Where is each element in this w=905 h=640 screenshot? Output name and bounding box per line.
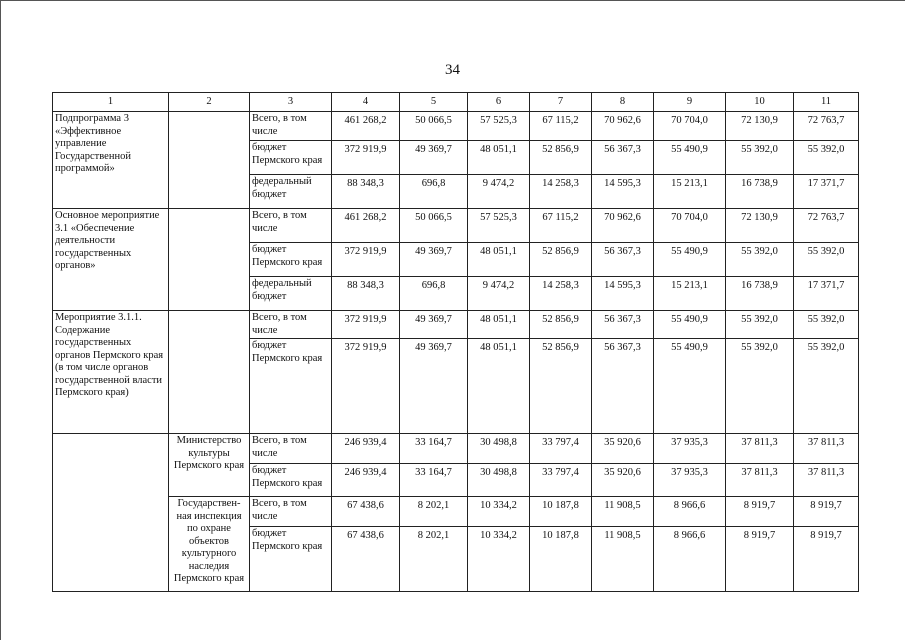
program-name-cell-empty bbox=[53, 434, 169, 592]
value-cell: 17 371,7 bbox=[794, 277, 859, 311]
responsible-cell bbox=[169, 311, 250, 434]
header-cell: 5 bbox=[400, 93, 468, 112]
value-cell: 55 490,9 bbox=[654, 243, 726, 277]
value-cell: 50 066,5 bbox=[400, 209, 468, 243]
responsible-cell bbox=[169, 112, 250, 209]
value-cell: 33 797,4 bbox=[530, 434, 592, 464]
value-cell: 67 438,6 bbox=[332, 497, 400, 527]
value-cell: 8 966,6 bbox=[654, 497, 726, 527]
value-cell: 696,8 bbox=[400, 175, 468, 209]
value-cell: 8 919,7 bbox=[794, 497, 859, 527]
value-cell: 10 334,2 bbox=[468, 497, 530, 527]
header-cell: 1 bbox=[53, 93, 169, 112]
value-cell: 70 962,6 bbox=[592, 209, 654, 243]
value-cell: 33 164,7 bbox=[400, 434, 468, 464]
value-cell: 37 811,3 bbox=[726, 434, 794, 464]
value-cell: 372 919,9 bbox=[332, 141, 400, 175]
header-cell: 10 bbox=[726, 93, 794, 112]
program-name-cell: Подпрограмма 3 «Эффективное управление Государственной программой» bbox=[53, 112, 169, 209]
value-cell: 11 908,5 bbox=[592, 527, 654, 592]
value-cell: 55 392,0 bbox=[726, 243, 794, 277]
value-cell: 52 856,9 bbox=[530, 243, 592, 277]
value-cell: 372 919,9 bbox=[332, 339, 400, 434]
value-cell: 67 115,2 bbox=[530, 209, 592, 243]
value-cell: 37 935,3 bbox=[654, 434, 726, 464]
header-cell: 7 bbox=[530, 93, 592, 112]
value-cell: 9 474,2 bbox=[468, 175, 530, 209]
value-cell: 70 962,6 bbox=[592, 112, 654, 141]
header-cell: 9 bbox=[654, 93, 726, 112]
header-cell: 3 bbox=[250, 93, 332, 112]
value-cell: 8 966,6 bbox=[654, 527, 726, 592]
value-cell: 10 334,2 bbox=[468, 527, 530, 592]
value-cell: 49 369,7 bbox=[400, 141, 468, 175]
value-cell: 57 525,3 bbox=[468, 209, 530, 243]
value-cell: 372 919,9 bbox=[332, 311, 400, 339]
value-cell: 37 811,3 bbox=[726, 464, 794, 497]
value-cell: 48 051,1 bbox=[468, 339, 530, 434]
value-cell: 52 856,9 bbox=[530, 339, 592, 434]
header-cell: 6 bbox=[468, 93, 530, 112]
value-cell: 35 920,6 bbox=[592, 434, 654, 464]
funding-source-cell: Всего, в том числе bbox=[250, 434, 332, 464]
value-cell: 8 202,1 bbox=[400, 497, 468, 527]
value-cell: 55 490,9 bbox=[654, 339, 726, 434]
value-cell: 48 051,1 bbox=[468, 311, 530, 339]
value-cell: 55 490,9 bbox=[654, 141, 726, 175]
value-cell: 55 392,0 bbox=[794, 339, 859, 434]
responsible-cell: Министерство культуры Пермского края bbox=[169, 434, 250, 497]
value-cell: 55 392,0 bbox=[794, 141, 859, 175]
program-name-cell: Основное мероприятие 3.1 «Обеспечение деятельности государственных органов» bbox=[53, 209, 169, 311]
value-cell: 56 367,3 bbox=[592, 243, 654, 277]
page-edge-top bbox=[0, 0, 905, 1]
value-cell: 8 919,7 bbox=[726, 497, 794, 527]
value-cell: 15 213,1 bbox=[654, 277, 726, 311]
header-cell: 2 bbox=[169, 93, 250, 112]
value-cell: 52 856,9 bbox=[530, 311, 592, 339]
table-row bbox=[53, 434, 859, 464]
header-cell: 4 bbox=[332, 93, 400, 112]
funding-source-cell: бюджет Пермского края bbox=[250, 141, 332, 175]
value-cell: 696,8 bbox=[400, 277, 468, 311]
page-edge-left bbox=[0, 0, 1, 640]
value-cell: 50 066,5 bbox=[400, 112, 468, 141]
funding-source-cell: федеральный бюджет bbox=[250, 277, 332, 311]
value-cell: 11 908,5 bbox=[592, 497, 654, 527]
value-cell: 33 164,7 bbox=[400, 464, 468, 497]
value-cell: 72 763,7 bbox=[794, 209, 859, 243]
funding-source-cell: Всего, в том числе bbox=[250, 497, 332, 527]
table-row bbox=[53, 209, 859, 243]
value-cell: 56 367,3 bbox=[592, 311, 654, 339]
value-cell: 55 392,0 bbox=[794, 311, 859, 339]
table-row bbox=[53, 497, 859, 527]
value-cell: 48 051,1 bbox=[468, 243, 530, 277]
value-cell: 16 738,9 bbox=[726, 175, 794, 209]
value-cell: 8 919,7 bbox=[726, 527, 794, 592]
value-cell: 246 939,4 bbox=[332, 464, 400, 497]
value-cell: 48 051,1 bbox=[468, 141, 530, 175]
value-cell: 372 919,9 bbox=[332, 243, 400, 277]
value-cell: 49 369,7 bbox=[400, 339, 468, 434]
value-cell: 55 392,0 bbox=[726, 311, 794, 339]
value-cell: 52 856,9 bbox=[530, 141, 592, 175]
value-cell: 88 348,3 bbox=[332, 277, 400, 311]
value-cell: 10 187,8 bbox=[530, 527, 592, 592]
value-cell: 88 348,3 bbox=[332, 175, 400, 209]
value-cell: 55 392,0 bbox=[726, 339, 794, 434]
value-cell: 55 490,9 bbox=[654, 311, 726, 339]
value-cell: 246 939,4 bbox=[332, 434, 400, 464]
value-cell: 37 811,3 bbox=[794, 464, 859, 497]
value-cell: 37 811,3 bbox=[794, 434, 859, 464]
value-cell: 14 595,3 bbox=[592, 175, 654, 209]
value-cell: 33 797,4 bbox=[530, 464, 592, 497]
value-cell: 16 738,9 bbox=[726, 277, 794, 311]
funding-source-cell: федеральный бюджет bbox=[250, 175, 332, 209]
value-cell: 56 367,3 bbox=[592, 141, 654, 175]
value-cell: 9 474,2 bbox=[468, 277, 530, 311]
header-row bbox=[53, 93, 859, 112]
funding-source-cell: бюджет Пермского края bbox=[250, 527, 332, 592]
page-number: 34 bbox=[445, 62, 460, 78]
table-row bbox=[53, 112, 859, 141]
value-cell: 30 498,8 bbox=[468, 464, 530, 497]
funding-source-cell: Всего, в том числе bbox=[250, 209, 332, 243]
value-cell: 35 920,6 bbox=[592, 464, 654, 497]
value-cell: 49 369,7 bbox=[400, 311, 468, 339]
value-cell: 57 525,3 bbox=[468, 112, 530, 141]
value-cell: 461 268,2 bbox=[332, 209, 400, 243]
value-cell: 37 935,3 bbox=[654, 464, 726, 497]
value-cell: 55 392,0 bbox=[794, 243, 859, 277]
value-cell: 10 187,8 bbox=[530, 497, 592, 527]
value-cell: 8 919,7 bbox=[794, 527, 859, 592]
value-cell: 67 115,2 bbox=[530, 112, 592, 141]
value-cell: 14 595,3 bbox=[592, 277, 654, 311]
value-cell: 49 369,7 bbox=[400, 243, 468, 277]
header-cell: 11 bbox=[794, 93, 859, 112]
value-cell: 461 268,2 bbox=[332, 112, 400, 141]
funding-source-cell: бюджет Пермского края bbox=[250, 243, 332, 277]
value-cell: 14 258,3 bbox=[530, 277, 592, 311]
value-cell: 15 213,1 bbox=[654, 175, 726, 209]
value-cell: 8 202,1 bbox=[400, 527, 468, 592]
header-cell: 8 bbox=[592, 93, 654, 112]
budget-table bbox=[52, 92, 859, 592]
funding-source-cell: бюджет Пермского края bbox=[250, 339, 332, 434]
value-cell: 72 130,9 bbox=[726, 112, 794, 141]
value-cell: 70 704,0 bbox=[654, 209, 726, 243]
responsible-cell: Государствен-ная инспекция по охране объектов культурного наследия Пермского края bbox=[169, 497, 250, 592]
funding-source-cell: бюджет Пермского края bbox=[250, 464, 332, 497]
value-cell: 55 392,0 bbox=[726, 141, 794, 175]
value-cell: 14 258,3 bbox=[530, 175, 592, 209]
value-cell: 67 438,6 bbox=[332, 527, 400, 592]
funding-source-cell: Всего, в том числе bbox=[250, 112, 332, 141]
value-cell: 17 371,7 bbox=[794, 175, 859, 209]
program-name-cell: Мероприятие 3.1.1. Содержание государственных органов Пермского края (в том числе органов государственной власти Пермского края) bbox=[53, 311, 169, 434]
value-cell: 56 367,3 bbox=[592, 339, 654, 434]
value-cell: 72 763,7 bbox=[794, 112, 859, 141]
responsible-cell bbox=[169, 209, 250, 311]
table-row bbox=[53, 311, 859, 339]
value-cell: 30 498,8 bbox=[468, 434, 530, 464]
funding-source-cell: Всего, в том числе bbox=[250, 311, 332, 339]
value-cell: 72 130,9 bbox=[726, 209, 794, 243]
value-cell: 70 704,0 bbox=[654, 112, 726, 141]
